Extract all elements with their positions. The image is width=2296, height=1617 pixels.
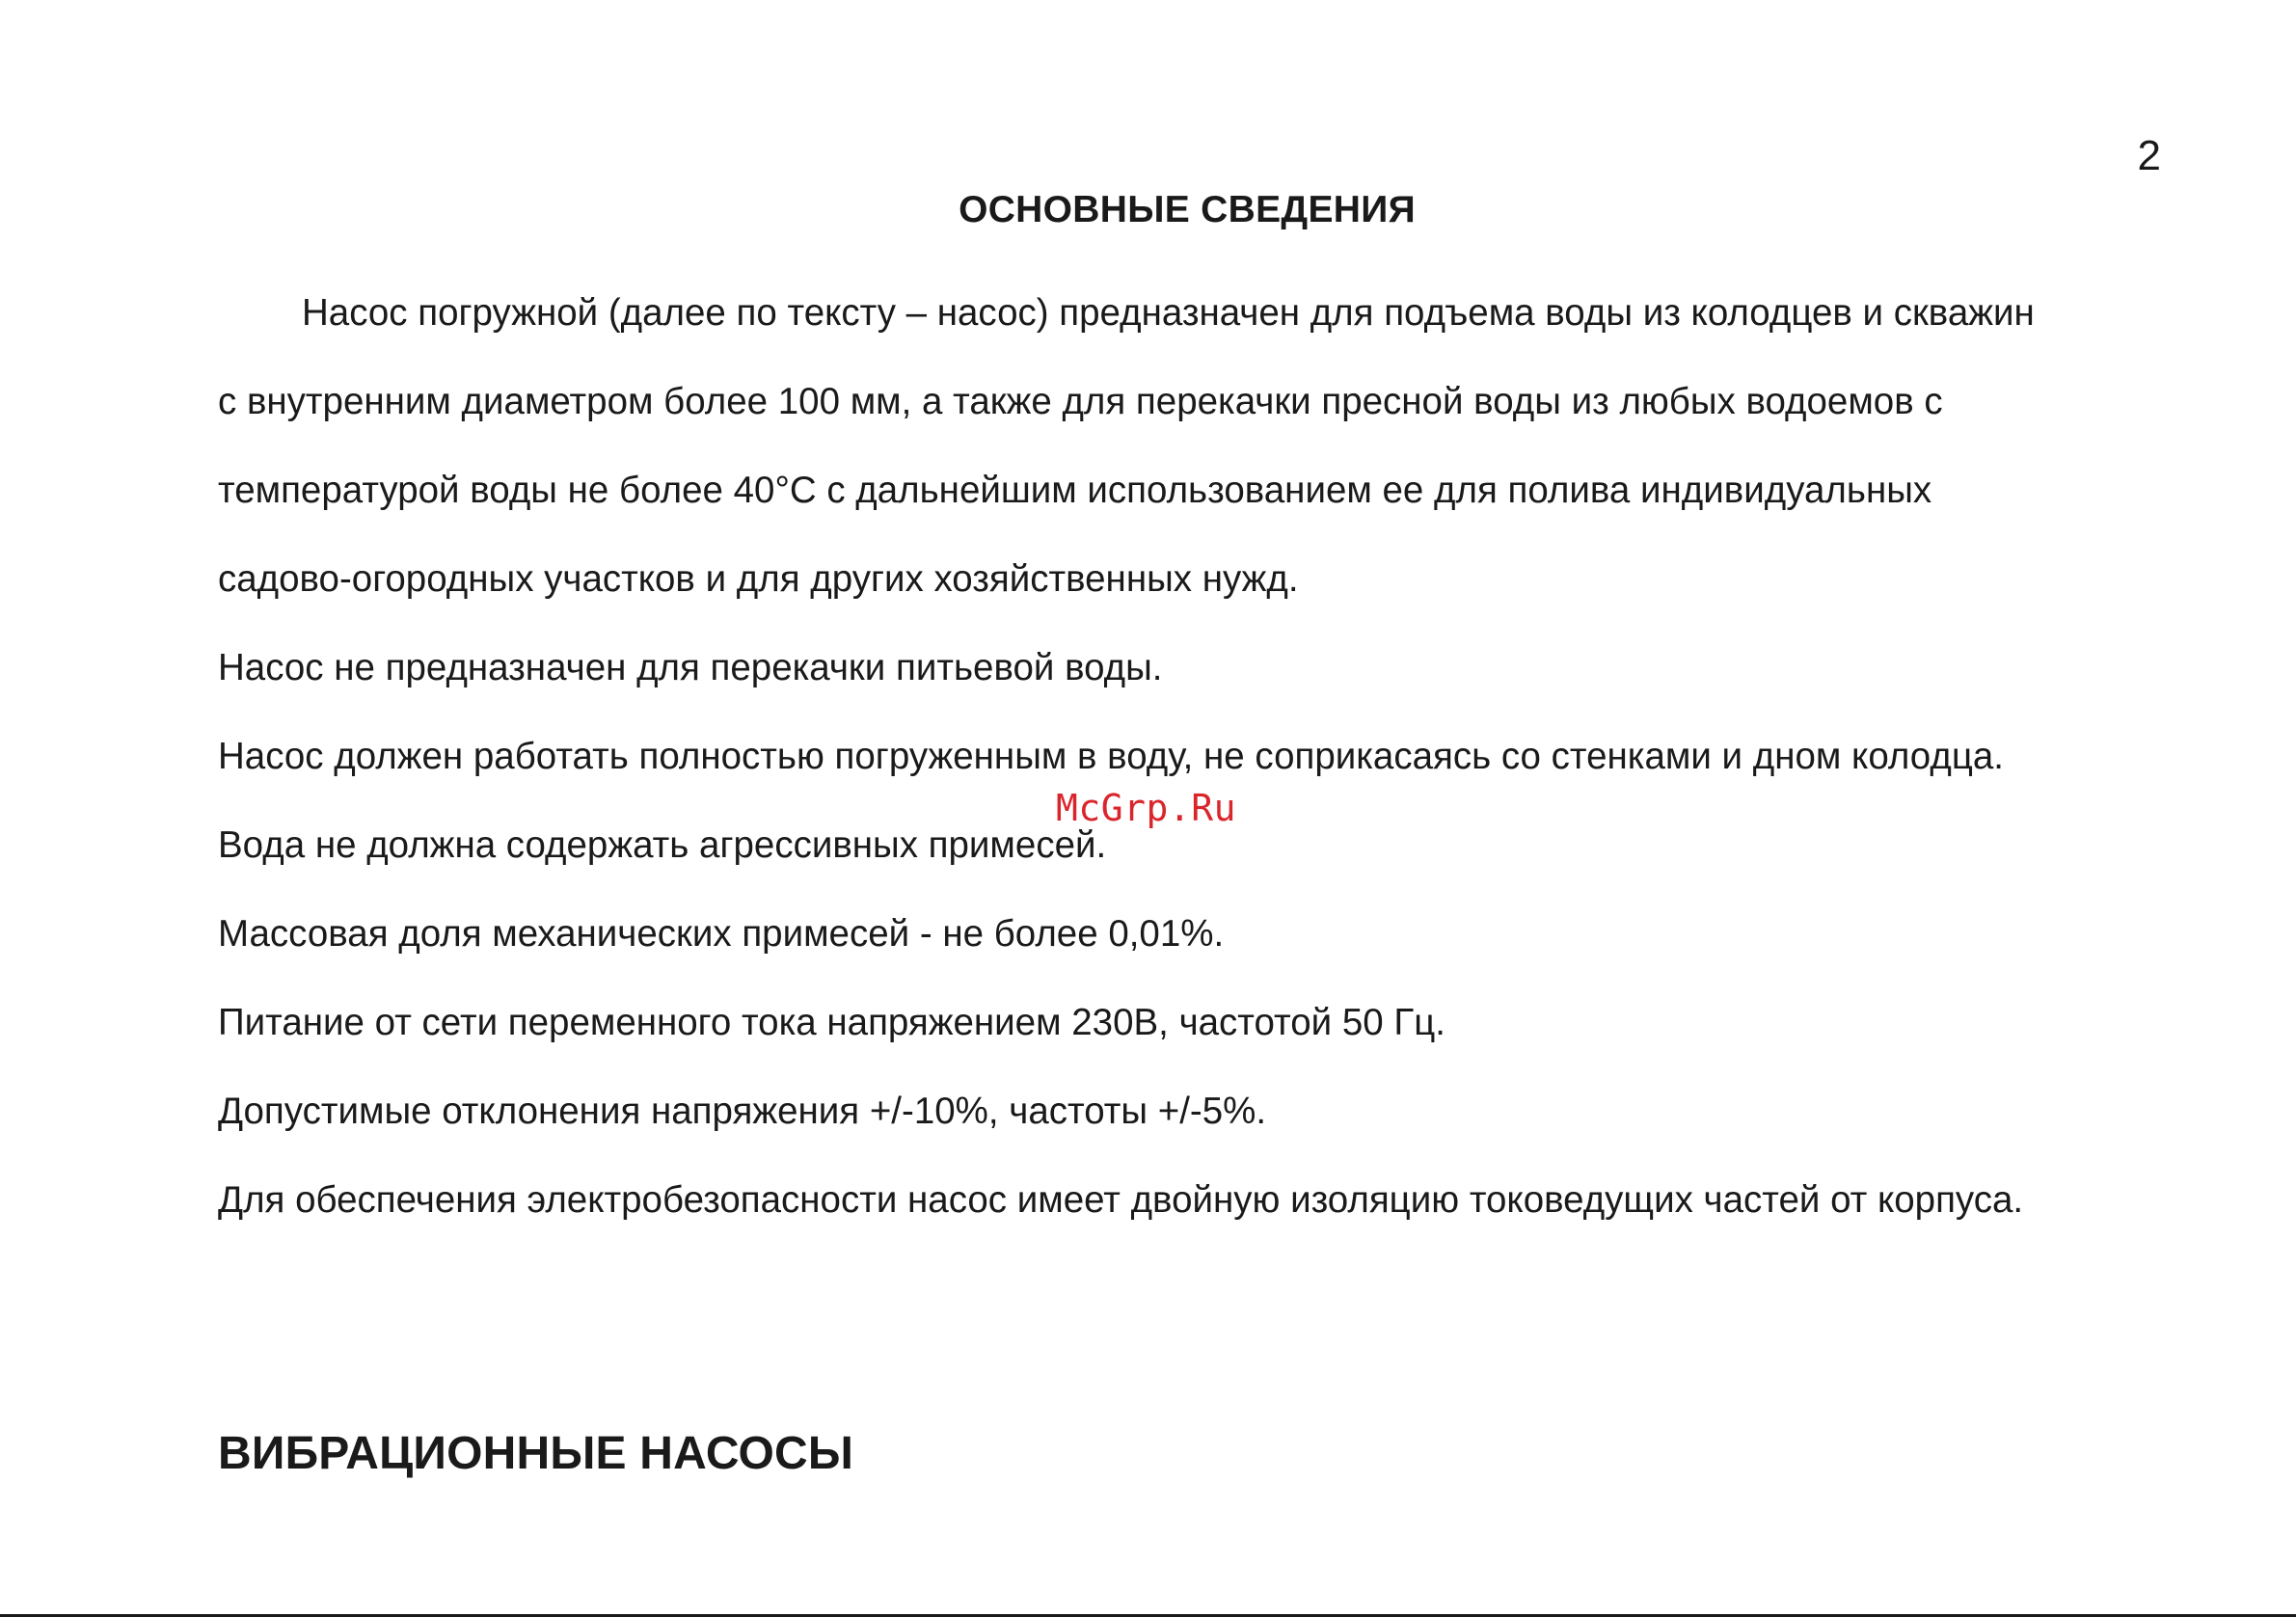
section-title: ОСНОВНЫЕ СВЕДЕНИЯ [959, 189, 1416, 230]
statement-power-supply: Питание от сети переменного тока напряжением 230В, частотой 50 Гц. [218, 1002, 1445, 1043]
statement-water-quality: Вода не должна содержать агрессивных примесей. [218, 824, 1107, 866]
paragraph-line: Насос погружной (далее по тексту – насос) предназначен для подъема воды из колодцев и скважин [302, 292, 2035, 334]
page-number: 2 [2137, 132, 2161, 179]
body-text [218, 269, 2175, 1245]
paragraph-line: садово-огородных участков и для других хозяйственных нужд. [218, 558, 1299, 600]
paragraph-line: температурой воды не более 40°С с дальнейшим использованием ее для полива индивидуальных [218, 470, 1932, 511]
statement-impurities: Массовая доля механических примесей - не более 0,01%. [218, 913, 1225, 955]
statement-electrical-safety: Для обеспечения электробезопасности насос имеет двойную изоляцию токоведущих частей от корпуса. [218, 1179, 2024, 1221]
paragraph-line: с внутренним диаметром более 100 мм, а также для перекачки пресной воды из любых водоемов с [218, 381, 1943, 422]
statement-submersion: Насос должен работать полностью погруженным в воду, не соприкасаясь со стенками и дном колодца. [218, 736, 2004, 777]
subsection-title: ВИБРАЦИОННЫЕ НАСОСЫ [218, 1428, 854, 1479]
watermark: McGrp.Ru [1056, 787, 1237, 829]
statement-drinking-water: Насос не предназначен для перекачки питьевой воды. [218, 647, 1163, 688]
statement-tolerances: Допустимые отклонения напряжения +/-10%, частоты +/-5%. [218, 1091, 1267, 1132]
